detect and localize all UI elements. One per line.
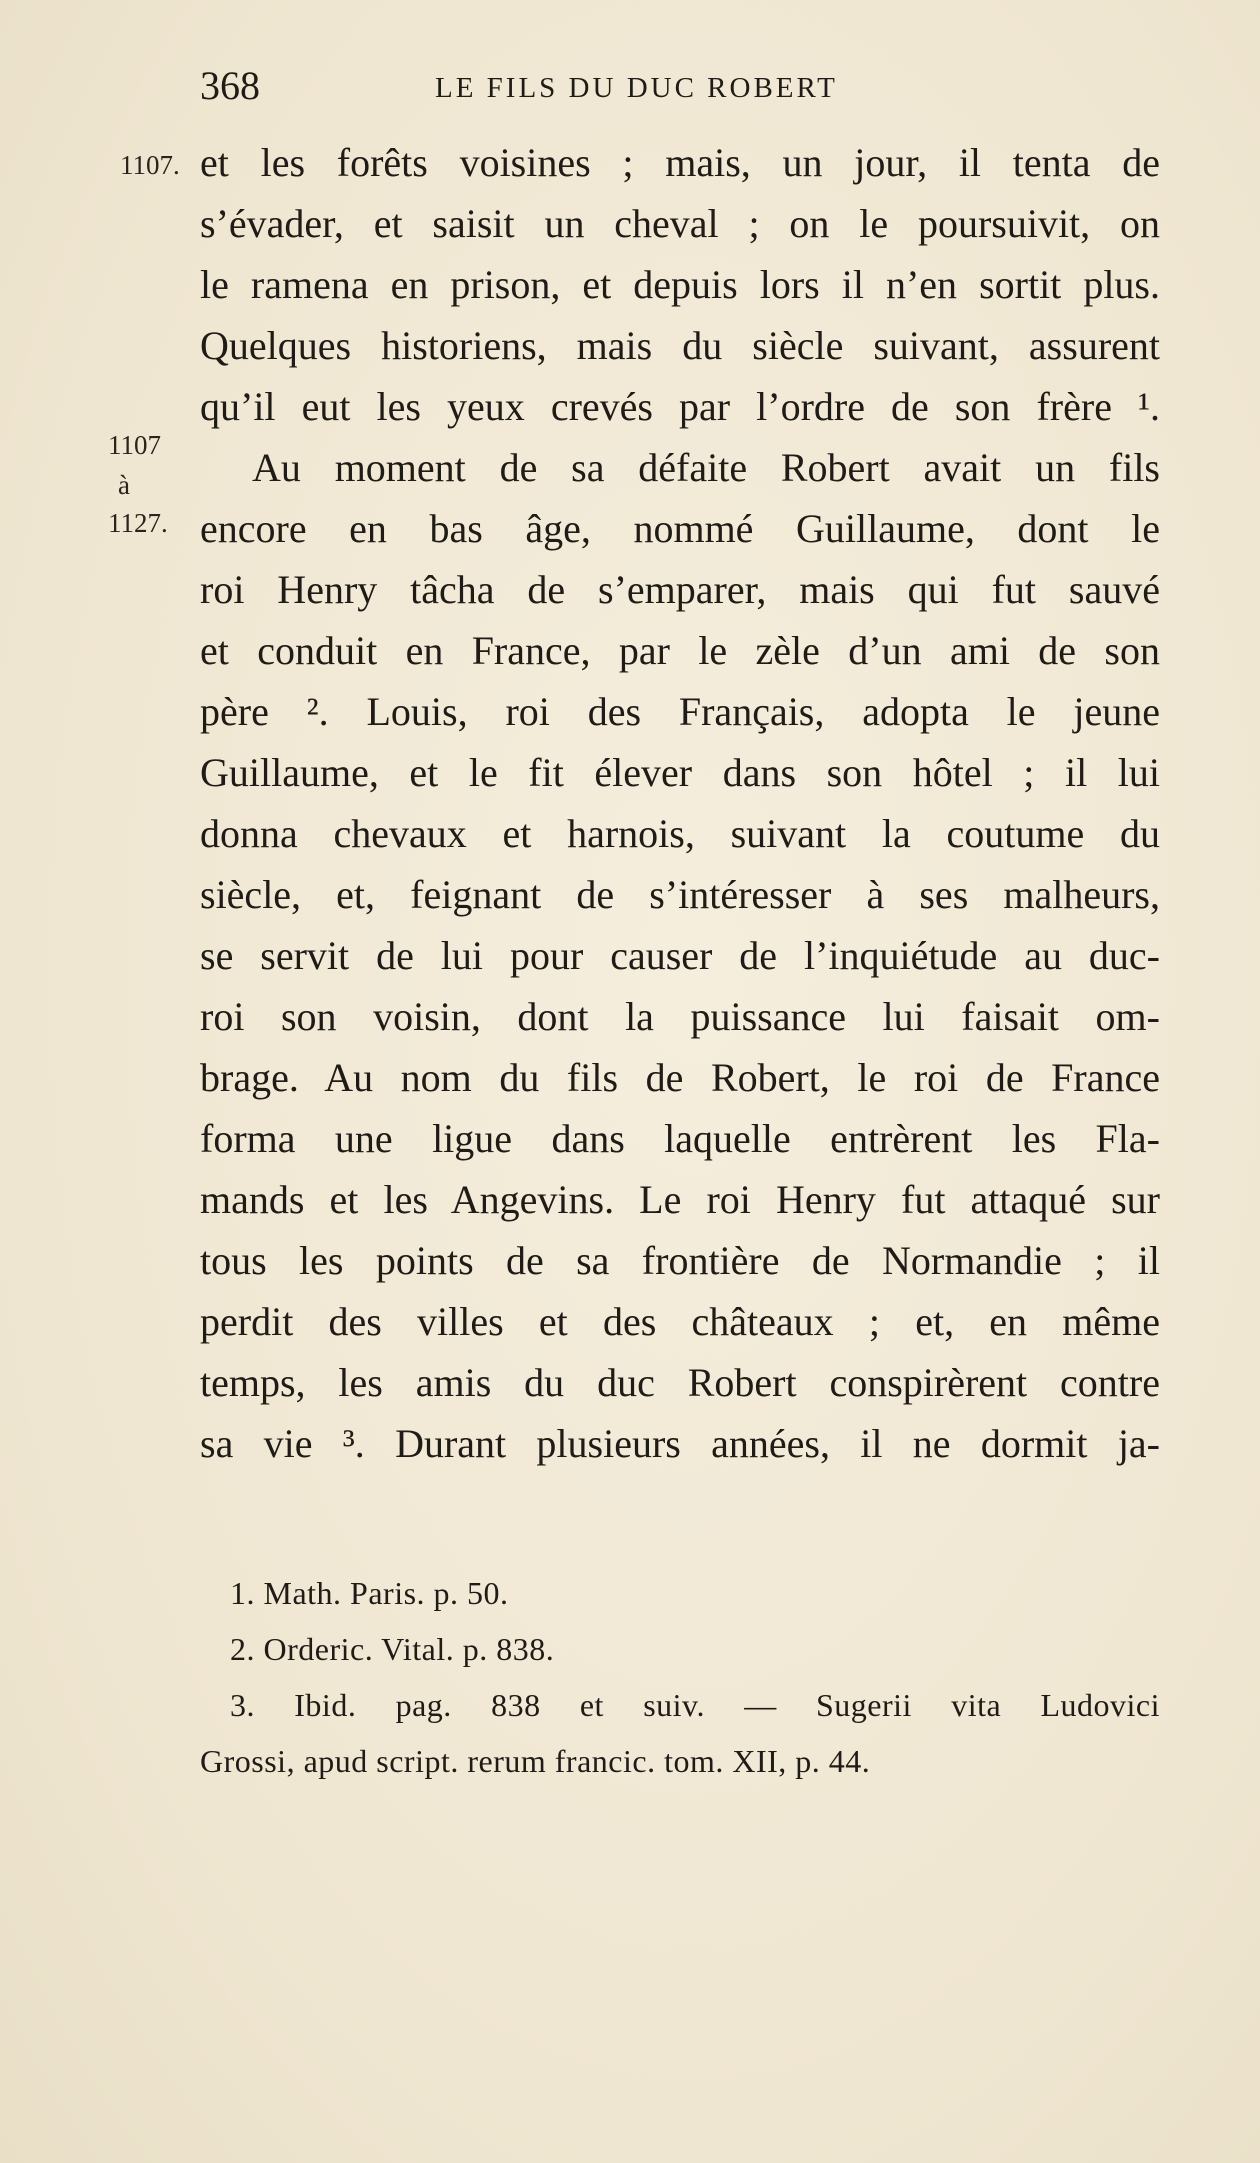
text-line-16: brage. Au nom du fils de Robert, le roi de France	[200, 1055, 1160, 1100]
main-text	[200, 132, 1160, 1474]
margin-year-start: 1107	[108, 430, 161, 460]
running-head: LE FILS DU DUC ROBERT	[435, 72, 838, 104]
text-line-22: sa vie ³. Durant plusieurs années, il ne dormit ja-	[200, 1421, 1160, 1466]
footnote-3-line-1: 3. Ibid. pag. 838 et suiv. — Sugerii vita Ludovici	[230, 1687, 1160, 1723]
footnote-3-line-2: Grossi, apud script. rerum francic. tom. XII, p. 44.	[200, 1743, 871, 1779]
margin-year-1107: 1107.	[120, 150, 180, 180]
text-line-19: tous les points de sa frontière de Normandie ; il	[200, 1238, 1160, 1283]
text-line-4: Quelques historiens, mais du siècle suivant, assurent	[200, 323, 1160, 368]
text-line-9: et conduit en France, par le zèle d’un ami de son	[200, 628, 1160, 673]
page-number: 368	[200, 63, 260, 108]
margin-year-end: 1127.	[108, 508, 168, 538]
text-line-3: le ramena en prison, et depuis lors il n’en sortit plus.	[200, 262, 1160, 307]
text-line-1: et les forêts voisines ; mais, un jour, il tenta de	[200, 140, 1160, 185]
footnote-2: 2. Orderic. Vital. p. 838.	[230, 1631, 555, 1667]
text-line-15: roi son voisin, dont la puissance lui faisait om-	[200, 994, 1160, 1039]
text-line-2: s’évader, et saisit un cheval ; on le poursuivit, on	[200, 201, 1160, 246]
footnotes	[200, 1565, 1160, 1789]
text-line-12: donna chevaux et harnois, suivant la coutume du	[200, 811, 1160, 856]
text-line-20: perdit des villes et des châteaux ; et, en même	[200, 1299, 1160, 1344]
text-line-7: encore en bas âge, nommé Guillaume, dont le	[200, 506, 1160, 551]
text-line-6: Au moment de sa défaite Robert avait un fils	[252, 445, 1160, 490]
text-line-21: temps, les amis du duc Robert conspirèrent contre	[200, 1360, 1160, 1405]
footnote-1: 1. Math. Paris. p. 50.	[230, 1575, 509, 1611]
page-header	[200, 62, 940, 112]
text-line-10: père ². Louis, roi des Français, adopta le jeune	[200, 689, 1160, 734]
text-line-13: siècle, et, feignant de s’intéresser à ses malheurs,	[200, 872, 1160, 917]
text-line-14: se servit de lui pour causer de l’inquiétude au duc-	[200, 933, 1160, 978]
text-line-8: roi Henry tâcha de s’emparer, mais qui fut sauvé	[200, 567, 1160, 612]
text-line-18: mands et les Angevins. Le roi Henry fut attaqué sur	[200, 1177, 1160, 1222]
text-line-11: Guillaume, et le fit élever dans son hôtel ; il lui	[200, 750, 1160, 795]
text-line-5: qu’il eut les yeux crevés par l’ordre de son frère ¹.	[200, 384, 1160, 429]
margin-to: à	[118, 470, 130, 500]
text-line-17: forma une ligue dans laquelle entrèrent les Fla-	[200, 1116, 1160, 1161]
